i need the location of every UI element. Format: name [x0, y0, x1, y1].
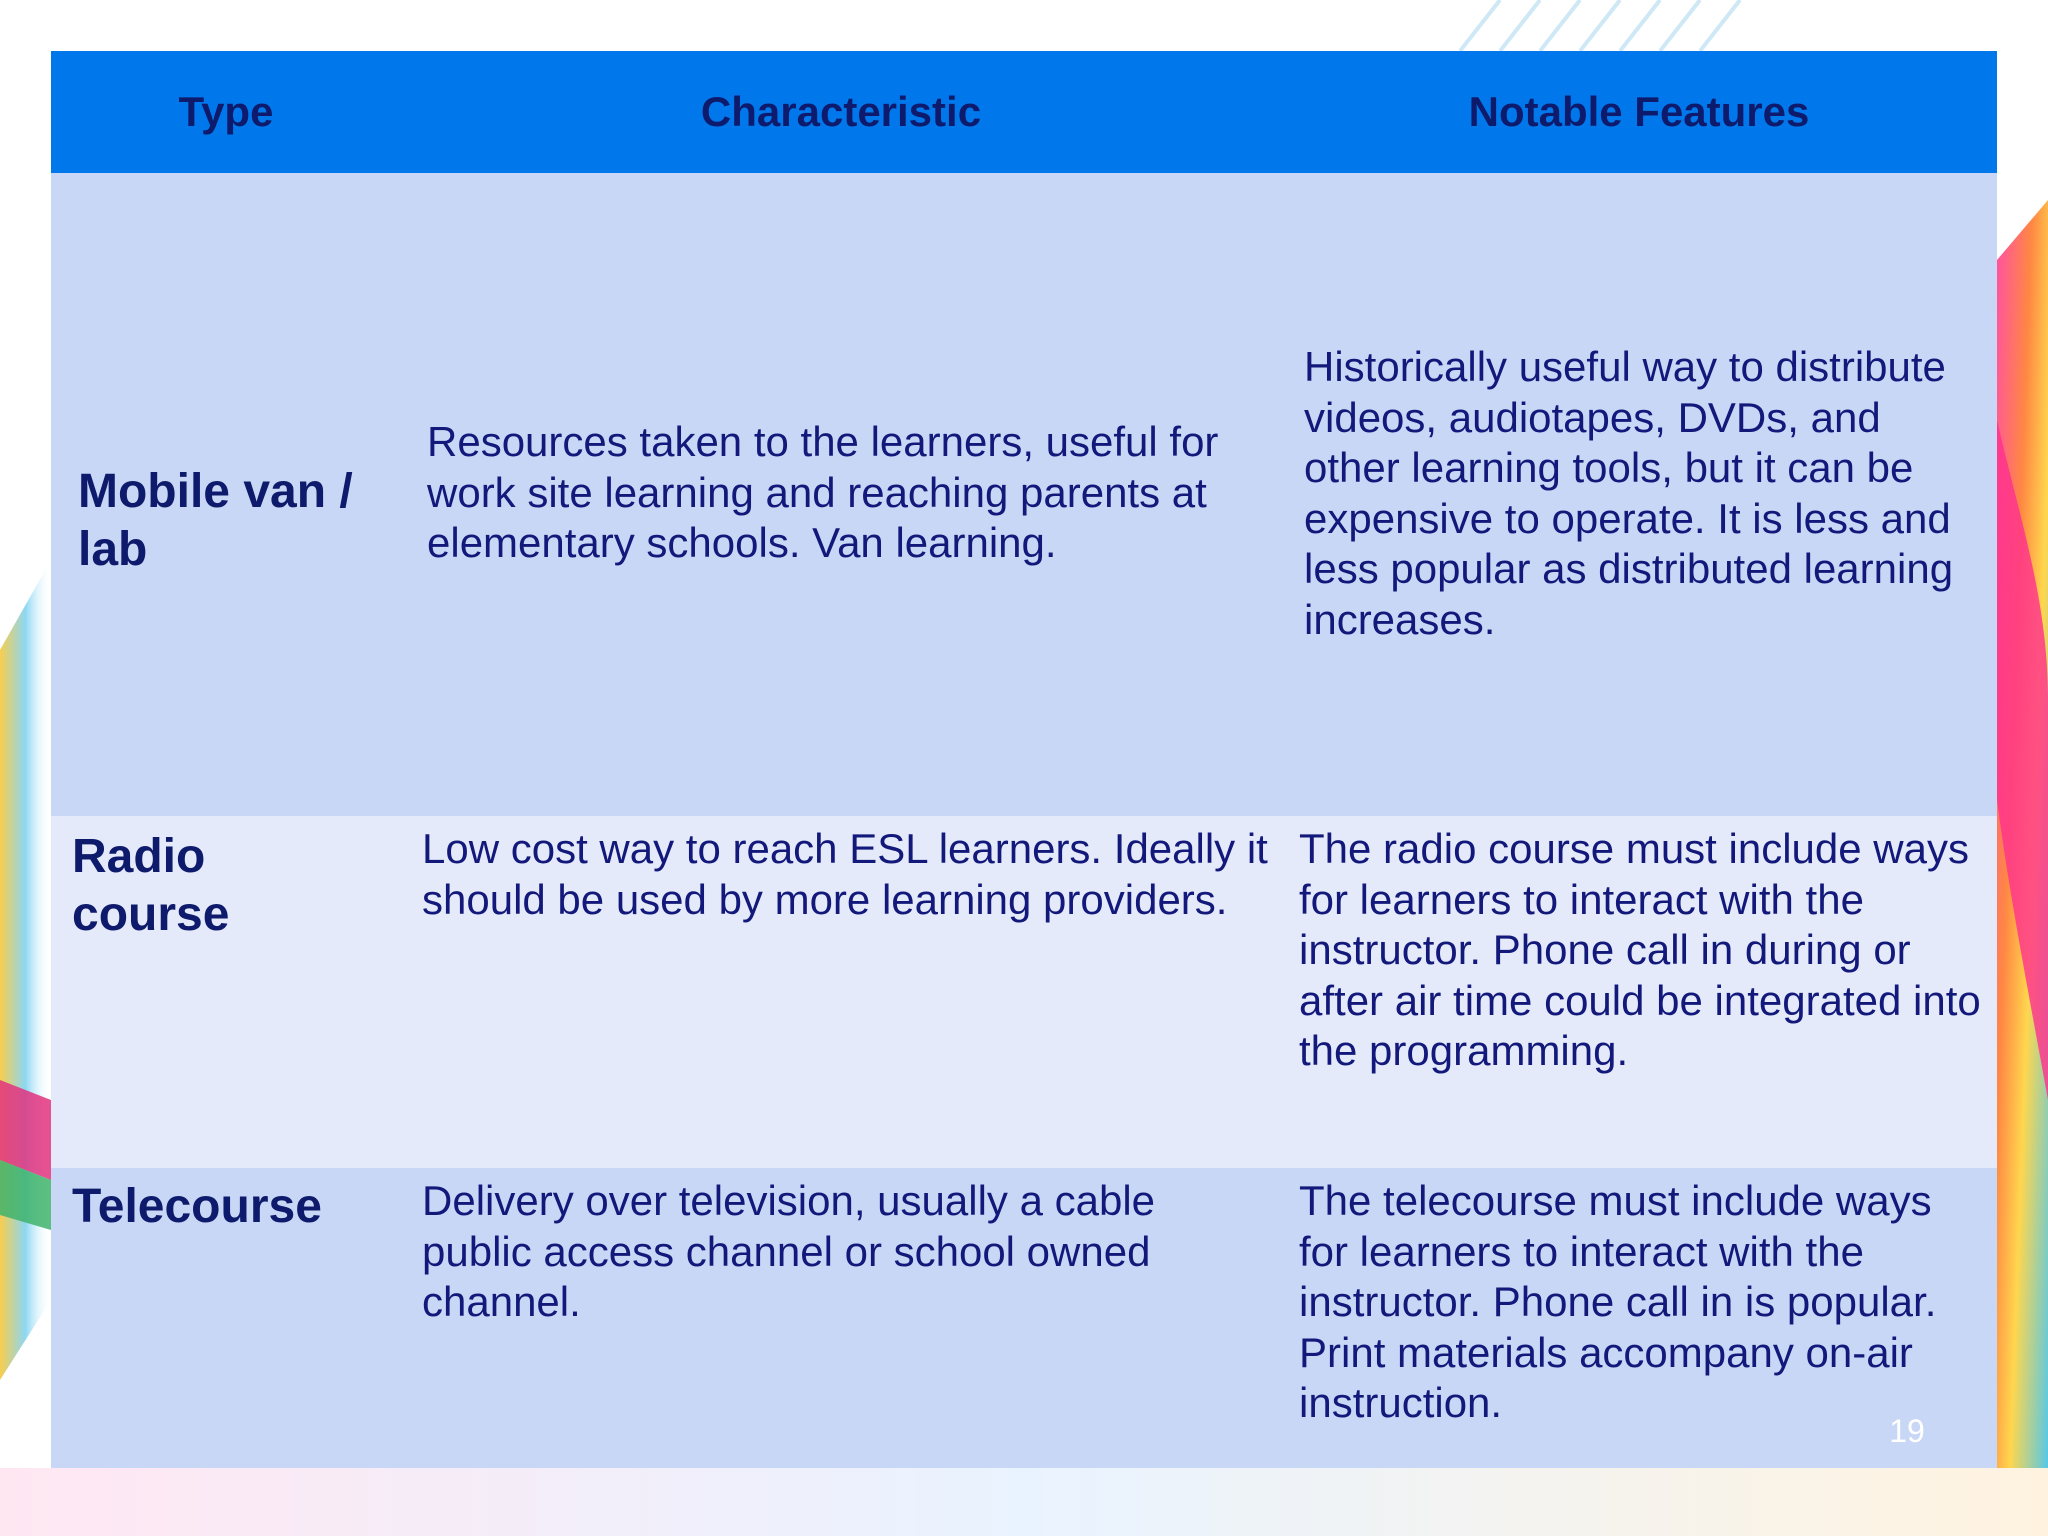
- type-cell: Telecourse: [72, 1180, 322, 1233]
- table-row: [51, 1168, 1997, 1468]
- type-cell: Mobile van / lab: [78, 465, 353, 576]
- comparison-table: [51, 51, 1997, 1468]
- notable-features-cell: Historically useful way to distribute videos, audiotapes, DVDs, and other learning tools, but it can be expensive to operate. It is less and less popular as distributed learning increases.: [1304, 343, 1954, 643]
- type-cell: Radio course: [72, 830, 230, 941]
- header-notable-features: Notable Features: [1468, 88, 1810, 135]
- header-characteristic: Characteristic: [700, 88, 982, 135]
- notable-features-cell: The radio course must include ways for learners to interact with the instructor. Phone call in during or after air time could be integrated into the programming.: [1299, 825, 1981, 1074]
- table-row: [51, 173, 1997, 816]
- notable-features-cell: The telecourse must include ways for learners to interact with the instructor. Phone call in is popular. Print materials accompany on-air instruction.: [1299, 1177, 1937, 1426]
- characteristic-cell: Delivery over television, usually a cable public access channel or school owned channel.: [422, 1177, 1156, 1325]
- header-type: Type: [178, 88, 274, 135]
- characteristic-cell: Low cost way to reach ESL learners. Ideally it should be used by more learning providers.: [422, 825, 1268, 923]
- page-number: 19: [1889, 1413, 1925, 1449]
- hatch-lines: [1460, 0, 1740, 51]
- table-header-row: [51, 51, 1997, 173]
- characteristic-cell: Resources taken to the learners, useful for work site learning and reaching parents at elementary schools. Van learning.: [427, 418, 1219, 566]
- table-row: [51, 816, 1997, 1168]
